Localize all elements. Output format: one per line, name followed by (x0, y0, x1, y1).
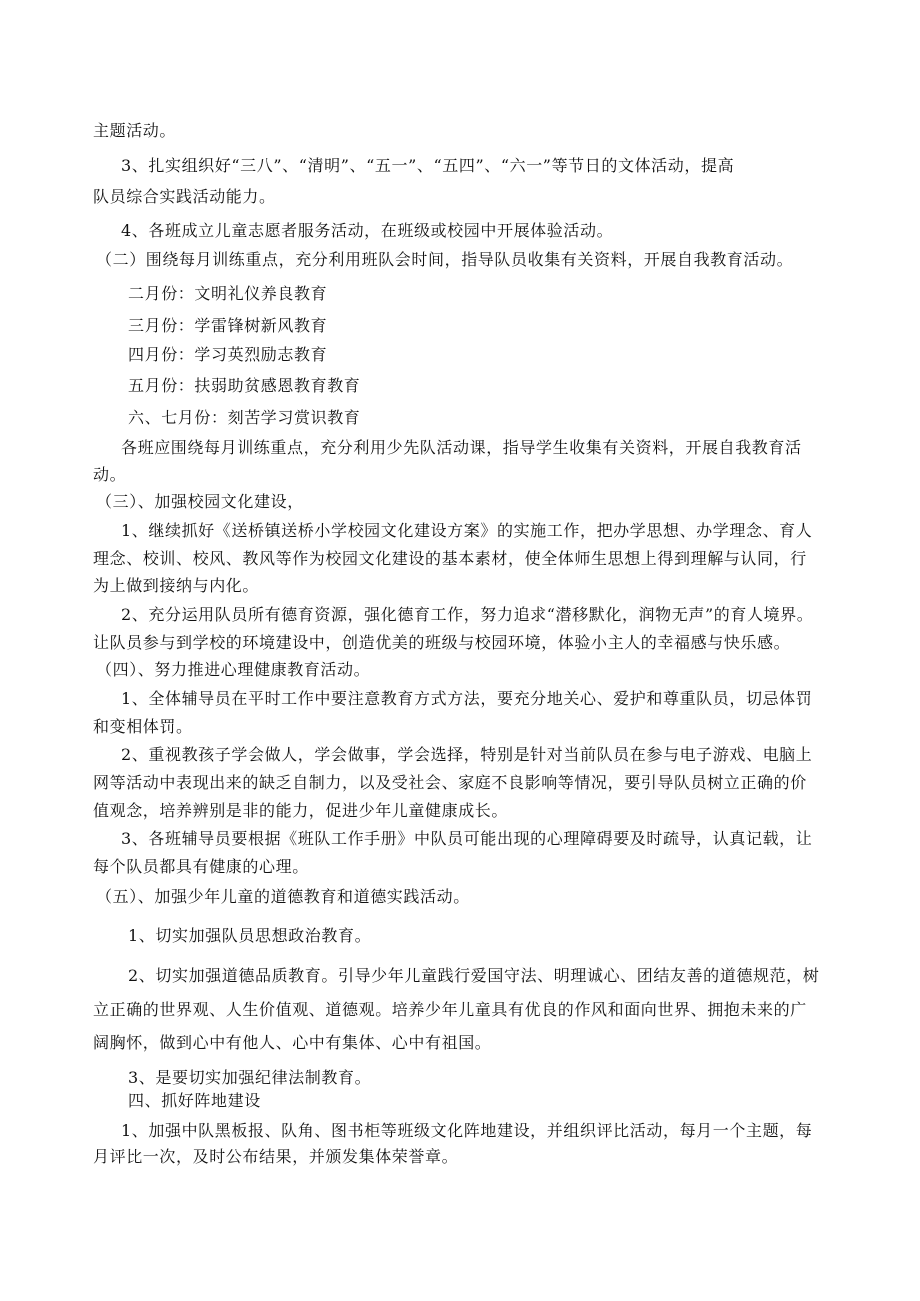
text-line: 每个队员都具有健康的心理。 (93, 857, 309, 876)
text-line: 2、重视教孩子学会做人，学会做事，学会选择，特别是针对当前队员在参与电子游戏、电脑上 (121, 745, 813, 764)
text-line: 动。 (93, 465, 127, 484)
text-line: 和变相体罚。 (93, 717, 193, 736)
text-line: 3、是要切实加强纪律法制教育。 (128, 1068, 372, 1087)
text-line: 队员综合实践活动能力。 (93, 187, 276, 206)
section-heading: （五）、加强少年儿童的道德教育和道德实践活动。 (96, 887, 470, 906)
text-line: 六、七月份：刻苦学习赏识教育 (128, 408, 361, 427)
text-line: 让队员参与到学校的环境建设中，创造优美的班级与校园环境，体验小主人的幸福感与快乐感。 (93, 633, 791, 652)
text-line: 四月份：学习英烈励志教育 (128, 345, 328, 364)
section-heading: （二）围绕每月训练重点，充分利用班队会时间，指导队员收集有关资料，开展自我教育活动。 (96, 250, 794, 269)
text-line: 1、加强中队黑板报、队角、图书柜等班级文化阵地建设，并组织评比活动，每月一个主题，每 (121, 1121, 813, 1140)
text-line: 主题活动。 (93, 121, 177, 140)
text-line: 2、充分运用队员所有德育资源，强化德育工作，努力追求“潜移默化，润物无声”的育人境界。 (121, 605, 814, 624)
section-heading: （三）、加强校园文化建设， (96, 492, 304, 511)
text-line: 1、全体辅导员在平时工作中要注意教育方式方法，要充分地关心、爱护和尊重队员，切忌体罚 (121, 689, 813, 708)
text-line: 立正确的世界观、人生价值观、道德观。培养少年儿童具有优良的作风和面向世界、拥抱未来的广 (93, 1000, 807, 1019)
text-line: 网等活动中表现出来的缺乏自制力，以及受社会、家庭不良影响等情况，要引导队员树立正确的价 (93, 773, 807, 792)
text-line: 月评比一次，及时公布结果，并颁发集体荣誉章。 (93, 1147, 459, 1166)
text-line: 五月份：扶弱助贫感恩教育教育 (128, 376, 361, 395)
text-line: 各班应围绕每月训练重点，充分利用少先队活动课，指导学生收集有关资料，开展自我教育活 (121, 438, 802, 457)
text-line: 二月份：文明礼仪养良教育 (128, 284, 328, 303)
text-line: 3、各班辅导员要根据《班队工作手册》中队员可能出现的心理障碍要及时疏导，认真记载，让 (121, 829, 813, 848)
text-line: 为上做到接纳与内化。 (93, 576, 260, 595)
section-heading: （四）、努力推进心理健康教育活动。 (96, 660, 371, 679)
text-line: 理念、校训、校风、教风等作为校园文化建设的基本素材，使全体师生思想上得到理解与认同，行 (93, 549, 807, 568)
text-line: 阔胸怀，做到心中有他人、心中有集体、心中有祖国。 (93, 1033, 492, 1052)
text-line: 2、切实加强道德品质教育。引导少年儿童践行爱国守法、明理诚心、团结友善的道德规范，树 (128, 966, 820, 985)
text-line: 3、扎实组织好“三八”、“清明”、“五一”、“五四”、“六一”等节日的文体活动，提高 (121, 156, 735, 175)
text-line: 值观念，培养辨别是非的能力，促进少年儿童健康成长。 (93, 801, 509, 820)
section-heading: 四、抓好阵地建设 (128, 1091, 261, 1110)
text-line: 1、继续抓好《送桥镇送桥小学校园文化建设方案》的实施工作，把办学思想、办学理念、育人 (121, 521, 813, 540)
text-line: 三月份：学雷锋树新风教育 (128, 316, 328, 335)
text-line: 4、各班成立儿童志愿者服务活动，在班级或校园中开展体验活动。 (121, 221, 614, 240)
text-line: 1、切实加强队员思想政治教育。 (128, 926, 372, 945)
